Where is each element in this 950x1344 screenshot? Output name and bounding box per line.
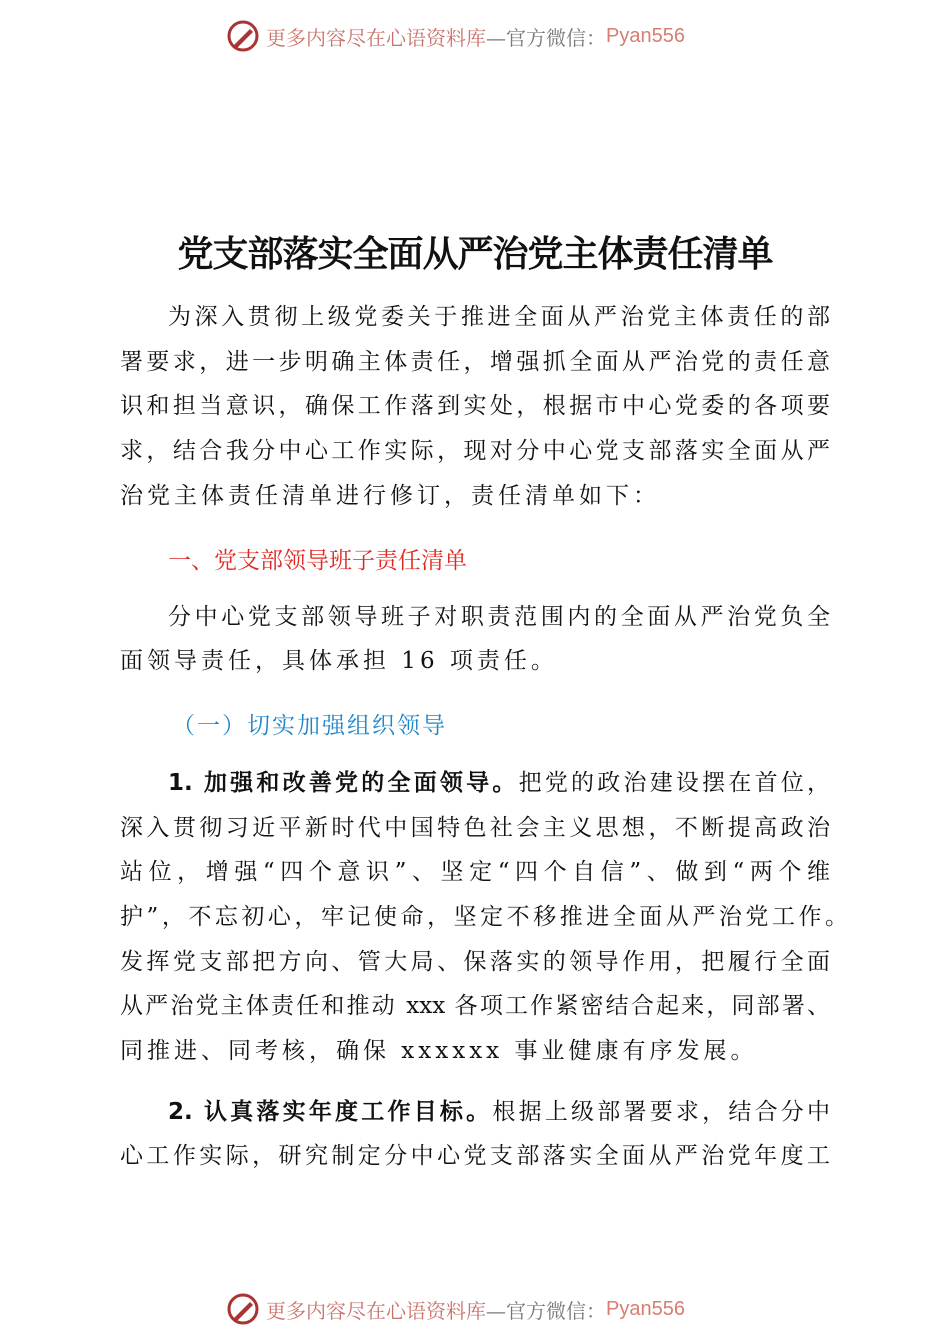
intro-line: 为深入贯彻上级党委关于推进全面从严治党主体责任的部	[168, 304, 830, 330]
item1-line	[168, 768, 830, 798]
item1-line: 站位，增强“四个意识”、坚定“四个自信”、做到“两个维	[120, 859, 830, 885]
item1-line: 从严治党主体责任和推动 xxx 各项工作紧密结合起来，同部署、	[120, 993, 830, 1019]
item1-line: 深入贯彻习近平新时代中国特色社会主义思想，不断提高政治	[120, 815, 830, 841]
item2-line	[168, 1097, 830, 1127]
item2-heading: 2. 认真落实年度工作目标。	[168, 1099, 493, 1125]
item1-line: 同推进、同考核，确保 xxxxxx 事业健康有序发展。	[120, 1038, 758, 1064]
item1-line: 护”，不忘初心，牢记使命，坚定不移推进全面从严治党工作。	[120, 904, 848, 930]
document-title: 党支部落实全面从严治党主体责任清单	[177, 234, 773, 275]
section-para-line: 面领导责任，具体承担 16 项责任。	[120, 648, 558, 674]
watermark-wechat-label: —官方微信：	[486, 1298, 606, 1323]
intro-line: 求，结合我分中心工作实际，现对分中心党支部落实全面从严	[120, 438, 830, 464]
watermark-wechat-label: —官方微信：	[486, 25, 606, 50]
watermark-text: 更多内容尽在心语资料库	[266, 25, 486, 50]
pen-logo-icon	[226, 1292, 260, 1326]
watermark-wechat-id: Pyan556	[606, 24, 685, 47]
intro-line: 识和担当意识，确保工作落到实处，根据市中心党委的各项要	[120, 393, 830, 419]
watermark-text: 更多内容尽在心语资料库	[266, 1298, 486, 1323]
pen-logo-icon	[226, 19, 260, 53]
item1-text: 把党的政治建设摆在首位，	[518, 770, 830, 796]
section-heading: 一、党支部领导班子责任清单	[168, 548, 467, 574]
subsection-heading: （一）切实加强组织领导	[172, 713, 447, 739]
watermark-footer	[226, 1289, 685, 1329]
watermark-header	[226, 16, 685, 56]
watermark-wechat-id: Pyan556	[606, 1297, 685, 1320]
item1-line: 发挥党支部把方向、管大局、保落实的领导作用，把履行全面	[120, 949, 830, 975]
item1-heading: 1. 加强和改善党的全面领导。	[168, 770, 519, 796]
section-para-line: 分中心党支部领导班子对职责范围内的全面从严治党负全	[168, 604, 830, 630]
intro-line: 治党主体责任清单进行修订，责任清单如下：	[120, 483, 660, 509]
item2-text: 根据上级部署要求，结合分中	[492, 1099, 830, 1125]
intro-line: 署要求，进一步明确主体责任，增强抓全面从严治党的责任意	[120, 349, 830, 375]
item2-line: 心工作实际，研究制定分中心党支部落实全面从严治党年度工	[120, 1143, 830, 1169]
